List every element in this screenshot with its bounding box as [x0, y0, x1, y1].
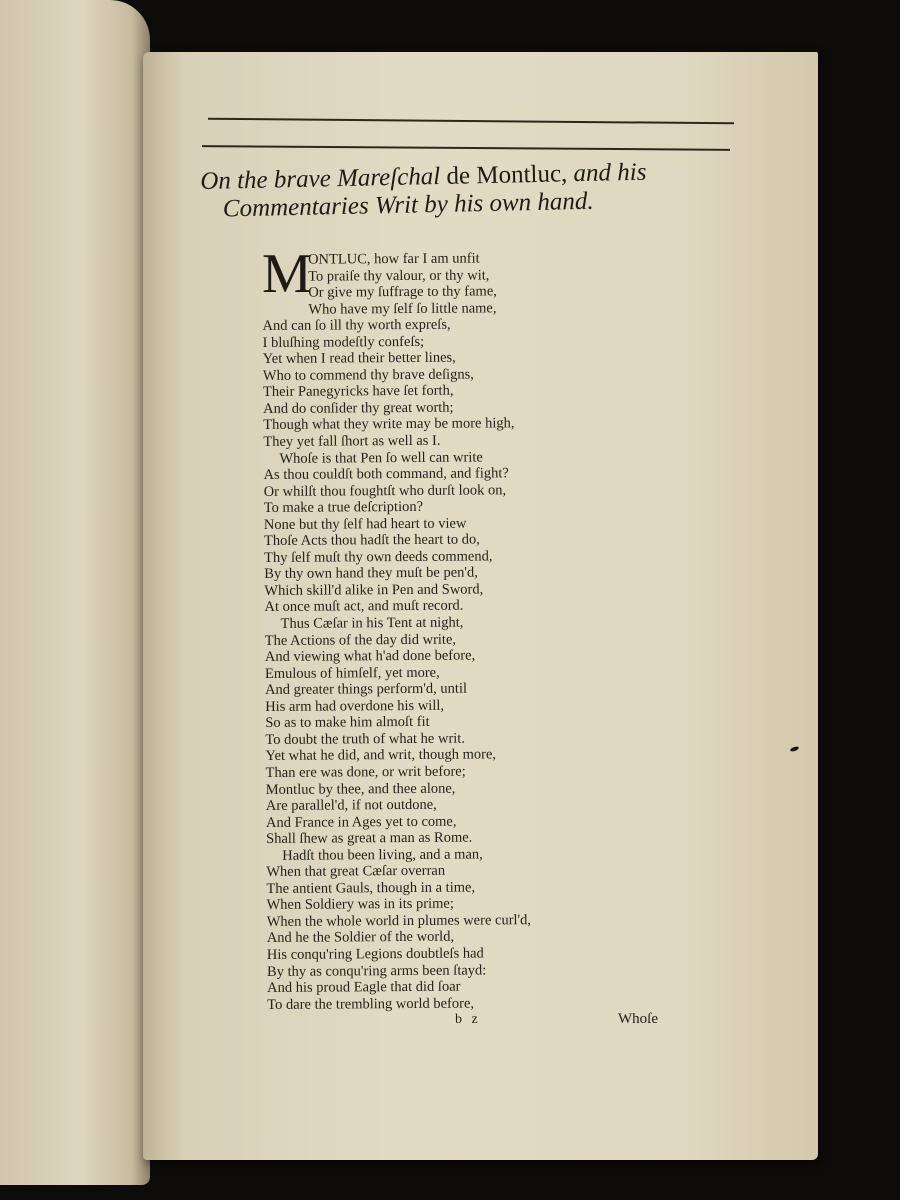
poem-line: To dare the trembling world before,: [267, 995, 475, 1013]
poem-line: Though what they write may be more high,: [263, 415, 515, 434]
poem-line: By thy as conqu'ring arms been ſtayd:: [266, 961, 487, 980]
poem-title: [200, 157, 721, 224]
catchword: Whoſe: [618, 1011, 658, 1027]
drop-cap: M: [262, 243, 312, 305]
title-name: Mareſchal: [336, 162, 441, 193]
poem-line: Or whilſt thou foughtſt who durſt look on,: [263, 481, 507, 500]
title-part3: and his: [573, 158, 647, 188]
poem-line: Thy ſelf muſt thy own deeds commend,: [264, 548, 493, 566]
poem-line: And greater things perform'd, until: [265, 680, 468, 699]
poem-line: Are parallel'd, if not outdone,: [265, 796, 437, 815]
poem-line: Shall ſhew as great a man as Rome.: [266, 829, 473, 848]
title-line2: Commentaries Writ by his own hand.: [222, 187, 594, 223]
poem-line: At once muſt act, and muſt record.: [264, 598, 464, 616]
poem-line: Whoſe is that Pen ſo well can write: [279, 449, 483, 467]
poem-line: Their Panegyricks have ſet forth,: [262, 383, 454, 401]
title-part1: On the brave: [200, 165, 338, 195]
poem-line: To doubt the truth of what he writ.: [265, 730, 465, 748]
poem-line: Yet what he did, and writ, though more,: [265, 746, 497, 765]
poem-body: [262, 249, 697, 1013]
poem-line: Hadſt thou been living, and a man,: [282, 846, 483, 864]
poem-line: ONTLUC, how far I am unfit: [307, 250, 480, 268]
poem-line: I bluſhing modeſtly confeſs;: [262, 333, 425, 351]
poem-line: Who to commend thy brave deſigns,: [262, 366, 474, 384]
title-part2: de Montluc,: [439, 160, 574, 190]
poem-line: Thus Cæſar in his Tent at night,: [280, 614, 464, 632]
poem-line: His arm had overdone his will,: [265, 697, 445, 715]
poem-line: Thoſe Acts thou hadſt the heart to do,: [263, 531, 480, 550]
poem-line: Than ere was done, or writ before;: [265, 763, 466, 781]
poem-line: By thy own hand they muſt be pen'd,: [264, 564, 478, 583]
poem-line: And do conſider thy great worth;: [263, 399, 454, 417]
poem-line: Yet when I read their better lines,: [262, 349, 456, 368]
poem-line: And he the Soldier of the world,: [266, 929, 455, 947]
poem-line: Which skill'd alike in Pen and Sword,: [264, 581, 484, 599]
poem-line: None but thy ſelf had heart to view: [263, 515, 467, 533]
poem-line: And viewing what h'ad done before,: [264, 647, 476, 666]
poem-line: So as to make him almoſt fit: [265, 714, 430, 732]
signature-mark: b z: [455, 1012, 481, 1027]
poem-line: To praiſe thy valour, or thy wit,: [308, 266, 490, 285]
poem-line: Emulous of himſelf, yet more,: [264, 664, 440, 682]
facing-page-edge: [0, 0, 150, 1185]
poem-line: Or give my ſuffrage to thy fame,: [308, 283, 497, 301]
poem-line: To make a true deſcription?: [263, 499, 424, 517]
poem-line: And his proud Eagle that did ſoar: [267, 978, 461, 997]
poem-line: And France in Ages yet to come,: [265, 813, 457, 831]
poem-line: The Actions of the day did write,: [264, 631, 457, 649]
poem-line: When the whole world in plumes were curl'd,: [266, 912, 532, 930]
poem-line: When that great Cæſar overran: [266, 862, 446, 881]
poem-line: When Soldiery was in its prime;: [266, 896, 454, 914]
poem-line: The antient Gauls, though in a time,: [266, 879, 476, 897]
poem-line: Who have my ſelf ſo little name,: [308, 300, 497, 318]
poem-line: As thou couldſt both command, and fight?: [263, 465, 509, 484]
poem-line: His conqu'ring Legions doubtleſs had: [266, 945, 484, 963]
poem-line: Montluc by thee, and thee alone,: [265, 780, 456, 798]
poem-line: And can ſo ill thy worth expreſs,: [262, 316, 451, 335]
poem-line: They yet fall ſhort as well as I.: [263, 432, 441, 451]
